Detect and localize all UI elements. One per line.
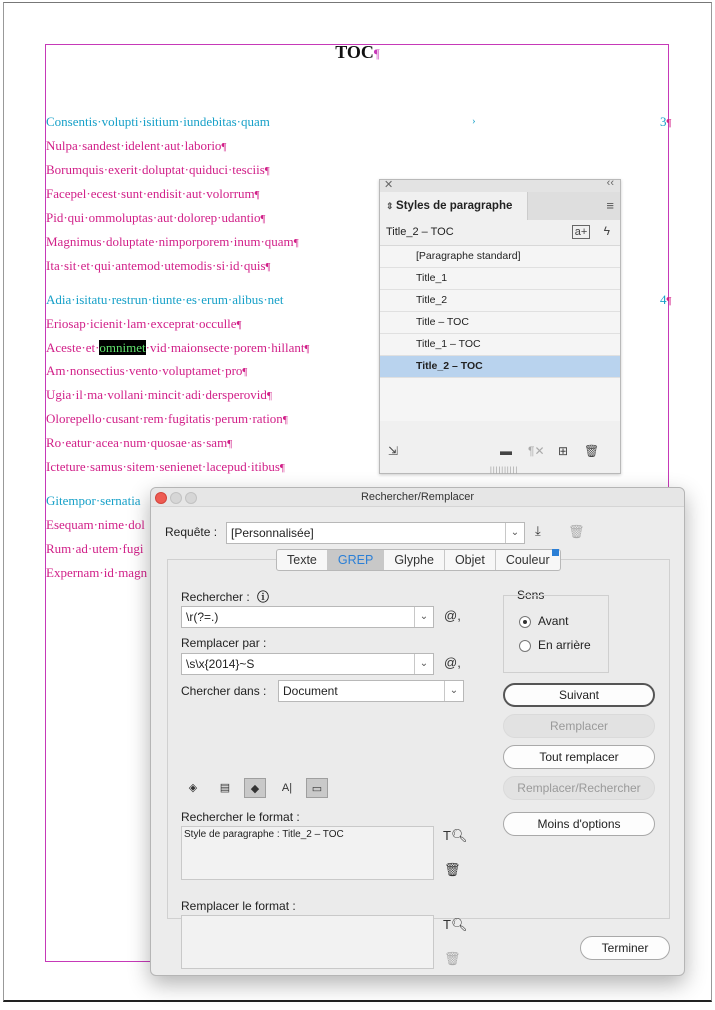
dialog-title-bar bbox=[151, 488, 684, 507]
toc-heading: Consentis·volupti·isitium·iundebitas·quam bbox=[46, 114, 270, 129]
styles-list bbox=[380, 245, 620, 421]
tab-color[interactable]: Couleur bbox=[505, 553, 550, 567]
specify-find-format-icon[interactable]: T🔍︎ bbox=[443, 828, 468, 843]
clear-overrides-icon[interactable]: ¶✕ bbox=[528, 444, 545, 458]
replace-find-button[interactable]: Remplacer/Rechercher bbox=[503, 776, 655, 800]
resize-grip[interactable]: |||||||||| bbox=[490, 467, 519, 474]
chevron-down-icon: ⌄ bbox=[505, 523, 524, 543]
panel-footer bbox=[380, 442, 620, 462]
tab-object[interactable]: Objet bbox=[445, 550, 496, 570]
quick-apply-icon[interactable]: ϟ bbox=[603, 224, 610, 238]
footnotes-icon[interactable]: ▭ bbox=[306, 778, 328, 798]
page-title: TOC¶ bbox=[335, 42, 380, 62]
toc-entry: Magnimus·doluptate·nimporporem·inum·quam¶ bbox=[46, 234, 299, 249]
minimize-window-button[interactable] bbox=[170, 492, 182, 504]
special-chars-replace-icon[interactable]: @, bbox=[444, 655, 461, 670]
zoom-window-button[interactable] bbox=[185, 492, 197, 504]
toc-heading: Adia·isitatu·restrun·tiunte·es·erum·alibus·net bbox=[46, 292, 284, 307]
query-label: Requête : bbox=[165, 525, 218, 539]
search-in-label: Chercher dans : bbox=[181, 684, 267, 698]
fewer-options-button[interactable]: Moins d'options bbox=[503, 812, 655, 836]
find-input[interactable]: \r(?=.) ⌄ bbox=[181, 606, 434, 628]
find-replace-dialog bbox=[150, 487, 685, 976]
style-item[interactable]: Title_2 bbox=[380, 290, 620, 312]
sort-icon: ⇕ bbox=[386, 201, 397, 211]
replace-label: Remplacer par : bbox=[181, 636, 267, 650]
load-styles-icon[interactable]: ⇲ bbox=[388, 444, 399, 458]
toc-entry: Borumquis·exerit·doluptat·quiduci·tesciis¶ bbox=[46, 162, 270, 177]
chevron-down-icon: ⌄ bbox=[444, 681, 463, 701]
hidden-layers-icon[interactable]: ◆ bbox=[244, 778, 266, 798]
chevron-down-icon: ⌄ bbox=[414, 607, 433, 627]
direction-backward[interactable]: En arrière bbox=[519, 638, 591, 652]
find-label: Rechercher : ⓘ bbox=[181, 590, 270, 604]
toc-entry: Esequam·nime·dol bbox=[46, 517, 145, 532]
collapse-icon[interactable]: ‹‹ bbox=[606, 177, 614, 189]
tab-marker: › bbox=[472, 115, 476, 127]
search-type-tabs bbox=[276, 549, 561, 571]
clear-find-format-icon[interactable]: 🗑 bbox=[444, 862, 461, 877]
panel-menu-icon[interactable]: ≡ bbox=[606, 198, 614, 213]
direction-forward[interactable]: Avant bbox=[519, 614, 568, 628]
panel-header-bar bbox=[380, 177, 620, 192]
folder-icon[interactable]: ▬ bbox=[500, 444, 512, 458]
info-icon[interactable]: ⓘ bbox=[257, 590, 270, 604]
dialog-title: Rechercher/Remplacer bbox=[360, 491, 475, 503]
toc-entry: Rum·ad·utem·fugi bbox=[46, 541, 144, 556]
locked-layers-icon[interactable]: ◈ bbox=[188, 782, 198, 794]
tab-indicator bbox=[552, 549, 559, 556]
search-in-select[interactable]: Document ⌄ bbox=[278, 680, 464, 702]
replace-format-box[interactable] bbox=[181, 915, 434, 969]
save-query-icon[interactable]: ⤓ bbox=[535, 523, 541, 538]
style-item-selected[interactable]: Title_2 – TOC bbox=[380, 356, 620, 378]
style-item[interactable]: [Paragraphe standard] bbox=[380, 246, 620, 268]
master-pages-icon[interactable]: A| bbox=[281, 782, 293, 794]
tab-glyph[interactable]: Glyphe bbox=[384, 550, 445, 570]
tab-grep[interactable]: GREP bbox=[328, 550, 384, 570]
clear-replace-format-icon[interactable]: 🗑 bbox=[444, 951, 461, 966]
replace-all-button[interactable]: Tout remplacer bbox=[503, 745, 655, 769]
done-button[interactable]: Terminer bbox=[580, 936, 670, 960]
replace-format-label: Remplacer le format : bbox=[181, 899, 296, 913]
toc-entry: Expernam·id·magn bbox=[46, 565, 148, 580]
page-number: 3¶ bbox=[660, 114, 672, 129]
delete-query-icon[interactable]: 🗑 bbox=[568, 524, 585, 539]
find-format-box[interactable]: Style de paragraphe : Title_2 – TOC bbox=[181, 826, 434, 880]
style-item[interactable]: Title – TOC bbox=[380, 312, 620, 334]
toc-entry: Olorepello·cusant·rem·fugitatis·perum·ration¶ bbox=[46, 411, 288, 426]
toc-entry: Icteture·samus·sitem·senienet·lacepud·itibus¶ bbox=[46, 459, 285, 474]
trash-icon[interactable]: 🗑 bbox=[584, 444, 600, 458]
search-match-highlight: omnimet bbox=[99, 340, 146, 355]
replace-input[interactable]: \s\x{2014}~S ⌄ bbox=[181, 653, 434, 675]
find-format-label: Rechercher le format : bbox=[181, 810, 300, 824]
chevron-down-icon: ⌄ bbox=[414, 654, 433, 674]
close-window-button[interactable] bbox=[155, 492, 167, 504]
current-style-label: Title_2 – TOC bbox=[386, 226, 454, 238]
toc-heading: Gitempor·sernatia bbox=[46, 493, 141, 508]
page-number: 4¶ bbox=[660, 292, 672, 307]
replace-button[interactable]: Remplacer bbox=[503, 714, 655, 738]
radio-forward[interactable] bbox=[519, 616, 531, 628]
toc-entry: Facepel·ecest·sunt·endisit·aut·volorrum¶ bbox=[46, 186, 260, 201]
new-style-icon[interactable]: ⊞ bbox=[558, 444, 569, 458]
toc-entry-highlighted: Aceste·et·omnimet·vid·maionsecte·porem·hillant¶ bbox=[46, 340, 310, 355]
toc-entry: Nulpa·sandest·idelent·aut·laborio¶ bbox=[46, 138, 227, 153]
toc-entry: Pid·qui·ommoluptas·aut·dolorep·udantio¶ bbox=[46, 210, 266, 225]
toc-entry: Ita·sit·et·qui·antemod·utemodis·si·id·quis¶ bbox=[46, 258, 271, 273]
toc-entry: Eriosap·icienit·lam·exceprat·occulle¶ bbox=[46, 316, 242, 331]
toc-entry: Am·nonsectius·vento·voluptamet·pro¶ bbox=[46, 363, 248, 378]
specify-replace-format-icon[interactable]: T🔍︎ bbox=[443, 917, 468, 932]
toc-entry: Ugia·il·ma·vollani·mincit·adi·dersperovid¶ bbox=[46, 387, 272, 402]
close-icon[interactable]: ✕ bbox=[384, 179, 394, 191]
style-actions bbox=[572, 224, 610, 238]
style-override-icon[interactable]: a+ bbox=[572, 225, 591, 239]
tab-paragraph-styles[interactable]: ⇕ Styles de paragraphe bbox=[380, 192, 528, 220]
direction-label: Sens bbox=[517, 588, 545, 602]
special-chars-find-icon[interactable]: @, bbox=[444, 608, 461, 623]
style-item[interactable]: Title_1 bbox=[380, 268, 620, 290]
style-item[interactable]: Title_1 – TOC bbox=[380, 334, 620, 356]
direction-group bbox=[503, 595, 609, 673]
next-button[interactable]: Suivant bbox=[503, 683, 655, 707]
tab-text[interactable]: Texte bbox=[277, 550, 328, 570]
radio-backward[interactable] bbox=[519, 640, 531, 652]
locked-stories-icon[interactable]: ▤ bbox=[219, 782, 231, 794]
query-select[interactable]: [Personnalisée] ⌄ bbox=[226, 522, 525, 544]
paragraph-styles-panel bbox=[379, 179, 621, 474]
toc-entry: Ro·eatur·acea·num·quosae·as·sam¶ bbox=[46, 435, 233, 450]
